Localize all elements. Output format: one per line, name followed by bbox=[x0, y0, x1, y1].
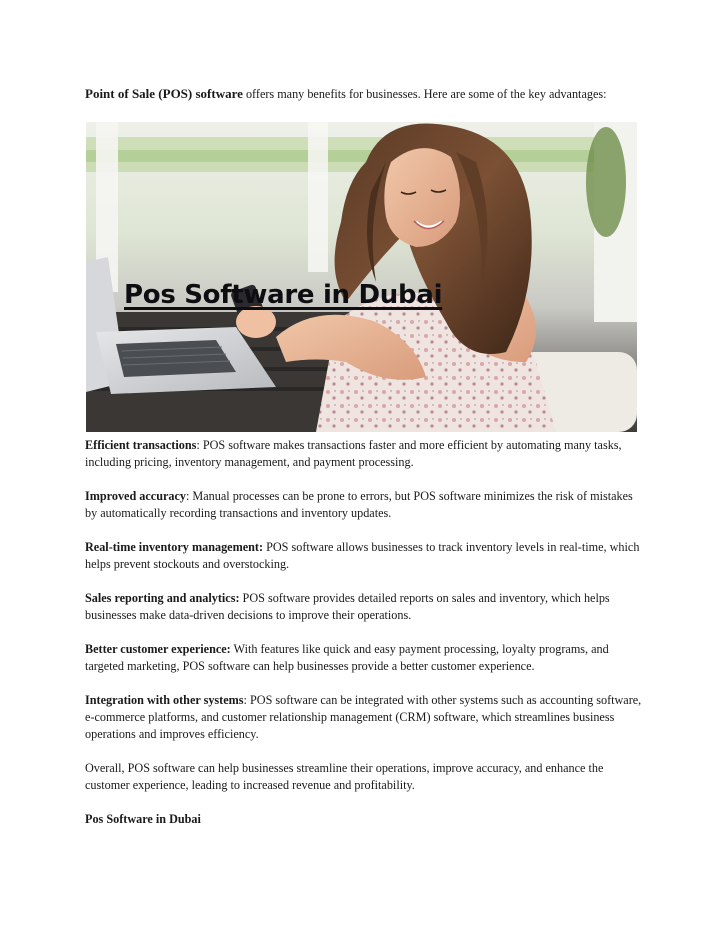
benefit-text: With features like quick and easy payment processing, loyalty programs, and targeted marketing, POS software can help businesses provide a better customer experience. bbox=[85, 642, 609, 673]
benefit-title: Integration with other systems bbox=[85, 693, 244, 707]
footer-title: Pos Software in Dubai bbox=[85, 812, 201, 826]
body-text bbox=[85, 437, 645, 845]
benefit-paragraph bbox=[85, 539, 645, 573]
hero-photo bbox=[86, 122, 637, 432]
benefit-separator: : bbox=[196, 438, 200, 452]
benefit-paragraph bbox=[85, 590, 645, 624]
benefit-text: POS software provides detailed reports on sales and inventory, which helps businesses make data-driven decisions to improve their operations. bbox=[85, 591, 610, 622]
benefit-title: Improved accuracy bbox=[85, 489, 186, 503]
intro-lead: Point of Sale (POS) software bbox=[85, 86, 243, 101]
benefit-text: POS software makes transactions faster and more efficient by automating many tasks, including pricing, inventory management, and payment processing. bbox=[85, 438, 622, 469]
benefit-paragraph bbox=[85, 488, 645, 522]
intro-text: offers many benefits for businesses. Here are some of the key advantages: bbox=[242, 87, 607, 101]
benefit-title: Better customer experience: bbox=[85, 642, 231, 656]
benefit-separator: : bbox=[243, 693, 247, 707]
benefit-separator: : bbox=[185, 489, 190, 503]
benefit-title: Efficient transactions bbox=[85, 438, 197, 452]
benefit-paragraph bbox=[85, 437, 645, 471]
intro-paragraph bbox=[85, 85, 645, 103]
benefit-text: POS software can be integrated with other systems such as accounting software, e-commerce platforms, and customer relationship management (CRM) software, which streamlines business operations and improves efficiency. bbox=[85, 693, 642, 741]
benefit-text: Manual processes can be prone to errors, but POS software minimizes the risk of mistakes by automatically recording transactions and inventory updates. bbox=[85, 489, 633, 520]
hero-caption: Pos Software in Dubai bbox=[124, 280, 443, 310]
benefit-paragraph bbox=[85, 692, 645, 743]
conclusion-paragraph: Overall, POS software can help businesses streamline their operations, improve accuracy, and enhance the customer experience, leading to increased revenue and profitability. bbox=[85, 761, 604, 792]
benefit-text: POS software allows businesses to track inventory levels in real-time, which helps prevent stockouts and overstocking. bbox=[85, 540, 640, 571]
benefit-title: Real-time inventory management: bbox=[85, 540, 264, 554]
benefit-title: Sales reporting and analytics: bbox=[85, 591, 240, 605]
hero-image bbox=[86, 122, 637, 432]
benefit-paragraph bbox=[85, 641, 645, 675]
